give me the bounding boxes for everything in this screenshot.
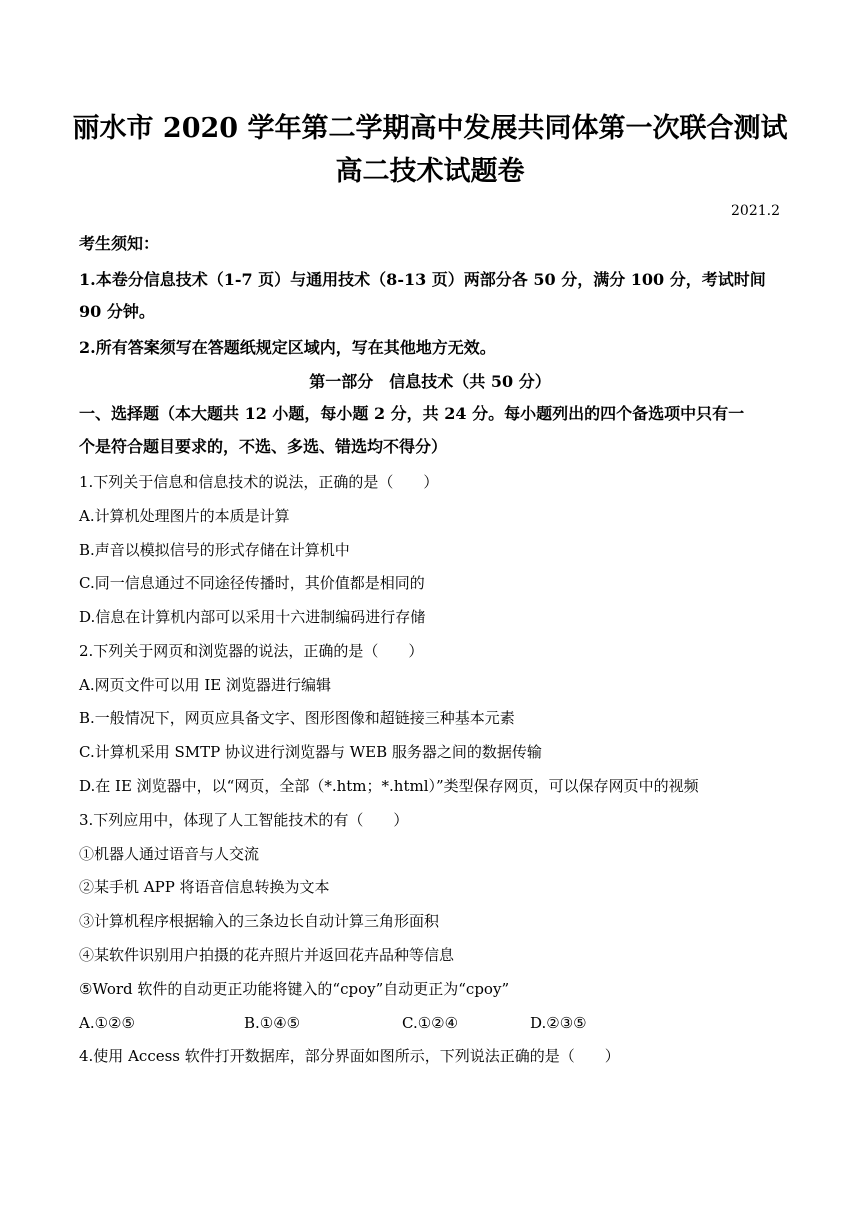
q3-option-c: C.①②④ xyxy=(402,1014,459,1032)
q3-item-4: ④某软件识别用户拍摄的花卉照片并返回花卉品种等信息 xyxy=(79,946,455,964)
q1-option-b: B.声音以模拟信号的形式存储在计算机中 xyxy=(79,541,350,559)
q2-option-d: D.在 IE 浏览器中，以“网页，全部（*.htm；*.html）”类型保存网页，可以保存网页中的视频 xyxy=(79,777,699,795)
q2-option-b: B.一般情况下，网页应具备文字、图形图像和超链接三种基本元素 xyxy=(79,709,515,727)
q3-item-5: ⑤Word 软件的自动更正功能将键入的“cpoy”自动更正为“cpoy” xyxy=(79,980,510,998)
q4-stem: 4.使用 Access 软件打开数据库，部分界面如图所示，下列说法正确的是（ ） xyxy=(79,1047,620,1065)
notice-item-1-cont: 90 分钟。 xyxy=(79,302,155,321)
q3-item-2: ②某手机 APP 将语音信息转换为文本 xyxy=(79,878,330,896)
section-heading-cont: 个是符合题目要求的，不选、多选、错选均不得分） xyxy=(79,437,448,456)
q3-item-1: ①机器人通过语音与人交流 xyxy=(79,845,260,863)
exam-subtitle: 高二技术试题卷 xyxy=(335,156,525,187)
q1-option-c: C.同一信息通过不同途径传播时，其价值都是相同的 xyxy=(79,574,425,592)
part-title: 第一部分 信息技术（共 50 分） xyxy=(309,372,551,391)
q1-option-a: A.计算机处理图片的本质是计算 xyxy=(79,507,290,525)
q2-option-c: C.计算机采用 SMTP 协议进行浏览器与 WEB 服务器之间的数据传输 xyxy=(79,743,542,761)
q2-stem: 2.下列关于网页和浏览器的说法，正确的是（ ） xyxy=(79,642,424,660)
q3-option-b: B.①④⑤ xyxy=(244,1014,301,1032)
exam-title: 丽水市 2020 学年第二学期高中发展共同体第一次联合测试 xyxy=(72,113,788,144)
q3-option-d: D.②③⑤ xyxy=(530,1014,587,1032)
q3-stem: 3.下列应用中，体现了人工智能技术的有（ ） xyxy=(79,811,409,829)
q3-item-3: ③计算机程序根据输入的三条边长自动计算三角形面积 xyxy=(79,912,440,930)
section-heading: 一、选择题（本大题共 12 小题，每小题 2 分，共 24 分。每小题列出的四个备选项中只有一 xyxy=(79,404,745,423)
q1-option-d: D.信息在计算机内部可以采用十六进制编码进行存储 xyxy=(79,608,426,626)
exam-date: 2021.2 xyxy=(731,203,780,219)
notice-heading: 考生须知： xyxy=(79,234,160,253)
q2-option-a: A.网页文件可以用 IE 浏览器进行编辑 xyxy=(79,676,332,694)
notice-item-2: 2.所有答案须写在答题纸规定区域内，写在其他地方无效。 xyxy=(79,338,496,357)
notice-item-1: 1.本卷分信息技术（1-7 页）与通用技术（8-13 页）两部分各 50 分，满分 100 分，考试时间 xyxy=(79,270,766,289)
q3-option-a: A.①②⑤ xyxy=(79,1014,135,1032)
q1-stem: 1.下列关于信息和信息技术的说法，正确的是（ ） xyxy=(79,473,439,491)
